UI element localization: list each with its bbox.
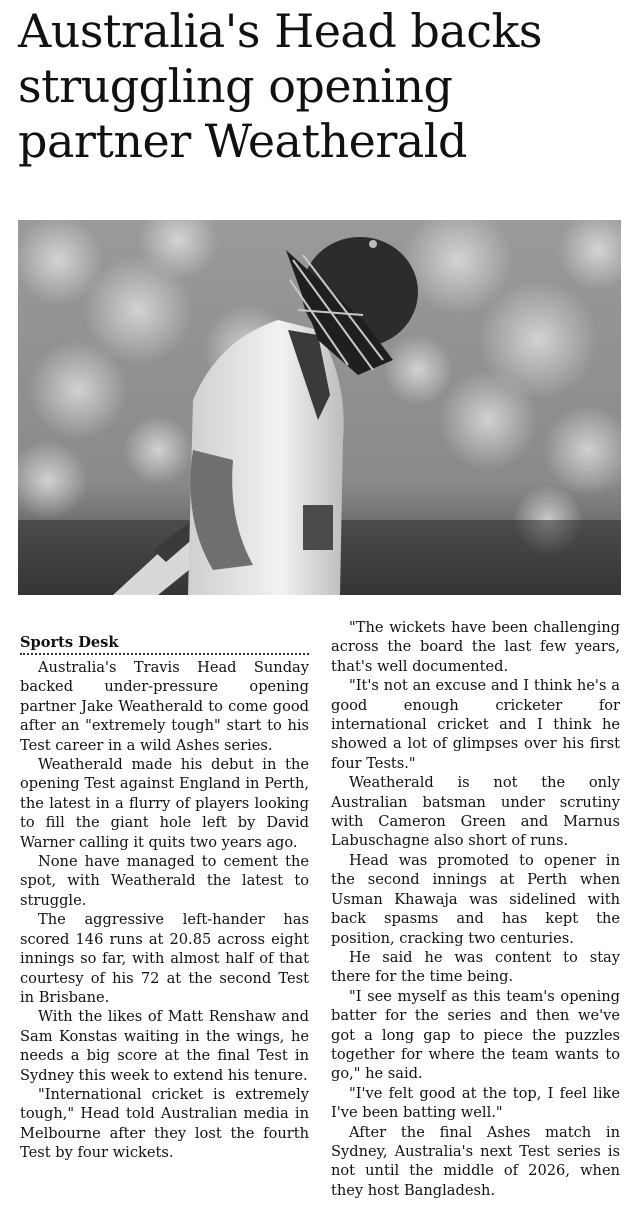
paragraph: He said he was content to stay there for the time being. <box>331 948 620 986</box>
cricketer-photo-illustration <box>18 220 621 595</box>
paragraph: "I see myself as this team's opening batter for the series and then we've got a long gap to piece the puzzles together for where the team wants to go," he said. <box>331 987 620 1083</box>
article-left-column <box>20 606 309 1163</box>
paragraph: Weatherald made his debut in the opening Test against England in Perth, the latest in a flurry of players looking to fill the giant hole left by David Warner calling it quits two years ago. <box>20 756 309 851</box>
paragraph: With the likes of Matt Renshaw and Sam Konstas waiting in the wings, he needs a big score at the final Test in Sydney this week to extend his tenure. <box>20 1008 309 1084</box>
paragraph: "I've felt good at the top, I feel like I've been batting well." <box>331 1084 620 1122</box>
paragraph: After the final Ashes match in Sydney, Australia's next Test series is not until the middle of 2026, when they host Bangladesh. <box>331 1123 620 1199</box>
headline: Australia's Head backs struggling opening partner Weatherald <box>18 4 543 168</box>
paragraph: Australia's Travis Head Sunday backed under-pressure opening partner Jake Weatherald to come good after an "extremely tough" start to his Test career in a wild Ashes series. <box>20 659 309 754</box>
paragraph: "International cricket is extremely tough," Head told Australian media in Melbourne after they lost the fourth Test by four wickets. <box>20 1085 309 1162</box>
paragraph: The aggressive left-hander has scored 146 runs at 20.85 across eight innings so far, with almost half of that courtesy of his 72 at the second Test in Brisbane. <box>20 911 309 1006</box>
paragraph: None have managed to cement the spot, with Weatherald the latest to struggle. <box>20 853 309 909</box>
cricketer-photo <box>18 220 621 595</box>
byline: Sports Desk <box>20 606 309 655</box>
paragraph: "The wickets have been challenging across the board the last few years, that's well documented. <box>331 619 620 675</box>
paragraph: Weatherald is not the only Australian batsman under scrutiny with Cameron Green and Marnus Labuschagne also short of runs. <box>331 774 620 850</box>
article-right-column <box>331 618 620 1200</box>
paragraph: "It's not an excuse and I think he's a good enough cricketer for international cricket and I think he showed a lot of glimpses over his first four Tests." <box>331 677 620 772</box>
paragraph: Head was promoted to opener in the second innings at Perth when Usman Khawaja was sidelined with back spasms and has kept the position, cracking two centuries. <box>331 851 620 947</box>
